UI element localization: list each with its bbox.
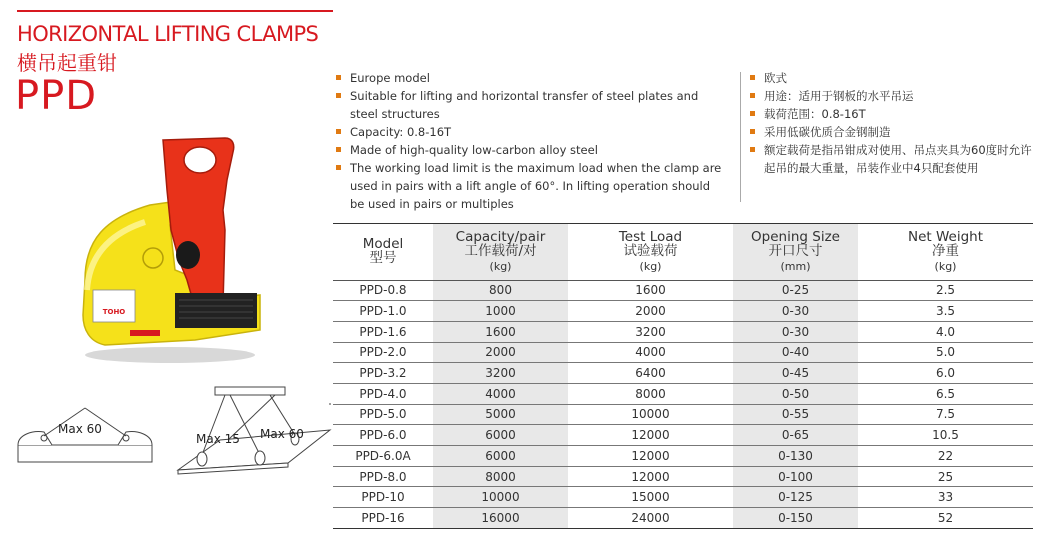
table-row: [333, 342, 1033, 363]
table-cell: 8000: [433, 466, 568, 487]
table-cell: PPD-1.6: [333, 321, 433, 342]
header-text: (kg): [639, 259, 662, 273]
table-cell: 52: [858, 508, 1033, 529]
table-cell: 1000: [433, 301, 568, 322]
feature-item: The working load limit is the maximum load when the clamp are used in pairs with a lift angle of 60°. In lifting operation should be used in pairs or multiples: [334, 159, 724, 213]
table-cell: 4000: [433, 383, 568, 404]
table-row: [333, 363, 1033, 384]
table-row: [333, 301, 1033, 322]
table-cell: 5.0: [858, 342, 1033, 363]
column-divider: [740, 72, 741, 202]
header-text: Model: [362, 235, 404, 252]
feature-item: Suitable for lifting and horizontal transfer of steel plates and steel structures: [334, 87, 724, 123]
table-cell: 8000: [568, 383, 733, 404]
header-text: 开口尺寸: [768, 242, 823, 259]
col-header-opening: [733, 224, 858, 280]
table-cell: 6000: [433, 446, 568, 467]
table-row: [333, 404, 1033, 425]
header-text: 型号: [369, 249, 397, 266]
table-row: [333, 446, 1033, 467]
table-cell: 10000: [433, 487, 568, 508]
feature-item-cn: 用途：适用于钢板的水平吊运: [748, 87, 1038, 105]
header-text: Opening Size: [751, 228, 840, 245]
table-cell: 4.0: [858, 321, 1033, 342]
diagram-label-max60: Max 60: [58, 422, 102, 436]
header-rule: [17, 10, 333, 12]
header-text: 试验载荷: [623, 242, 678, 259]
page-title: HORIZONTAL LIFTING CLAMPS: [17, 22, 319, 46]
feature-item-cn: 采用低碳优质合金钢制造: [748, 123, 1038, 141]
table-cell: 0-30: [733, 301, 858, 322]
table-cell: 12000: [568, 466, 733, 487]
table-cell: 16000: [433, 508, 568, 529]
diagram-label-max60-2: Max 60: [260, 427, 304, 441]
table-cell: 24000: [568, 508, 733, 529]
table-cell: 12000: [568, 446, 733, 467]
clamp-product-image: [75, 130, 265, 370]
table-cell: 7.5: [858, 404, 1033, 425]
table-cell: 10000: [568, 404, 733, 425]
feature-item-cn: 载荷范围：0.8-16T: [748, 105, 1038, 123]
feature-item-cn: 额定载荷是指吊钳成对使用、吊点夹具为60度时允许起吊的最大重量，吊装作业中4只配套使用: [748, 141, 1038, 177]
table-cell: 0-150: [733, 508, 858, 529]
table-cell: PPD-8.0: [333, 466, 433, 487]
table-cell: 5000: [433, 404, 568, 425]
table-cell: 25: [858, 466, 1033, 487]
table-cell: PPD-2.0: [333, 342, 433, 363]
table-cell: 12000: [568, 425, 733, 446]
table-cell: 6400: [568, 363, 733, 384]
table-cell: 3200: [433, 363, 568, 384]
header-text: Capacity/pair: [455, 228, 546, 245]
table-cell: 22: [858, 446, 1033, 467]
lifting-diagram-single: [12, 400, 162, 475]
header-text: 净重: [932, 242, 959, 259]
table-row: [333, 466, 1033, 487]
diagram-label-max15: Max 15: [196, 432, 240, 446]
table-cell: PPD-16: [333, 508, 433, 529]
table-cell: 0-45: [733, 363, 858, 384]
table-cell: 15000: [568, 487, 733, 508]
table-cell: 3.5: [858, 301, 1033, 322]
col-header-test-load: [568, 224, 733, 280]
table-cell: 6000: [433, 425, 568, 446]
table-cell: 0-40: [733, 342, 858, 363]
table-cell: 2000: [568, 301, 733, 322]
table-cell: 6.5: [858, 383, 1033, 404]
table-cell: 2000: [433, 342, 568, 363]
brand-label: TOHO: [102, 308, 126, 316]
table-cell: PPD-6.0: [333, 425, 433, 446]
features-list-en: [334, 69, 724, 213]
table-cell: 0-65: [733, 425, 858, 446]
table-cell: PPD-10: [333, 487, 433, 508]
header-text: Net Weight: [907, 228, 984, 245]
table-header-row: [333, 224, 1033, 280]
feature-item: Made of high-quality low-carbon alloy steel: [334, 141, 724, 159]
table-cell: PPD-6.0A: [333, 446, 433, 467]
table-cell: PPD-4.0: [333, 383, 433, 404]
page-title-cn: 横吊起重钳: [17, 51, 117, 75]
table-cell: 1600: [568, 280, 733, 301]
table-cell: PPD-3.2: [333, 363, 433, 384]
table-cell: 4000: [568, 342, 733, 363]
feature-item: Europe model: [334, 69, 724, 87]
table-cell: 0-130: [733, 446, 858, 467]
feature-item-cn: 欧式: [748, 69, 1038, 87]
table-cell: 0-55: [733, 404, 858, 425]
table-cell: 1600: [433, 321, 568, 342]
table-cell: PPD-1.0: [333, 301, 433, 322]
table-cell: 0-50: [733, 383, 858, 404]
table-cell: 6.0: [858, 363, 1033, 384]
table-cell: 33: [858, 487, 1033, 508]
spec-table: [333, 224, 1033, 529]
header-text: (mm): [780, 259, 811, 273]
table-cell: 10.5: [858, 425, 1033, 446]
table-cell: PPD-5.0: [333, 404, 433, 425]
table-cell: 3200: [568, 321, 733, 342]
header-text: (kg): [489, 259, 512, 273]
table-cell: PPD-0.8: [333, 280, 433, 301]
features-list-cn: [748, 69, 1038, 177]
table-cell: 800: [433, 280, 568, 301]
table-cell: 0-125: [733, 487, 858, 508]
header-text: 工作载荷/对: [464, 242, 537, 259]
lifting-diagram-multi: [170, 385, 340, 480]
table-cell: 2.5: [858, 280, 1033, 301]
table-row: [333, 321, 1033, 342]
header-text: Test Load: [618, 228, 683, 245]
col-header-model: [333, 224, 433, 280]
table-row: [333, 508, 1033, 529]
col-header-weight: [858, 224, 1033, 280]
table-cell: 0-25: [733, 280, 858, 301]
feature-item: Capacity: 0.8-16T: [334, 123, 724, 141]
table-row: [333, 383, 1033, 404]
header-text: (kg): [934, 259, 957, 273]
col-header-capacity: [433, 224, 568, 280]
table-row: [333, 425, 1033, 446]
table-row: [333, 487, 1033, 508]
table-cell: 0-30: [733, 321, 858, 342]
table-row: [333, 280, 1033, 301]
model-title: PPD: [15, 73, 98, 119]
table-cell: 0-100: [733, 466, 858, 487]
